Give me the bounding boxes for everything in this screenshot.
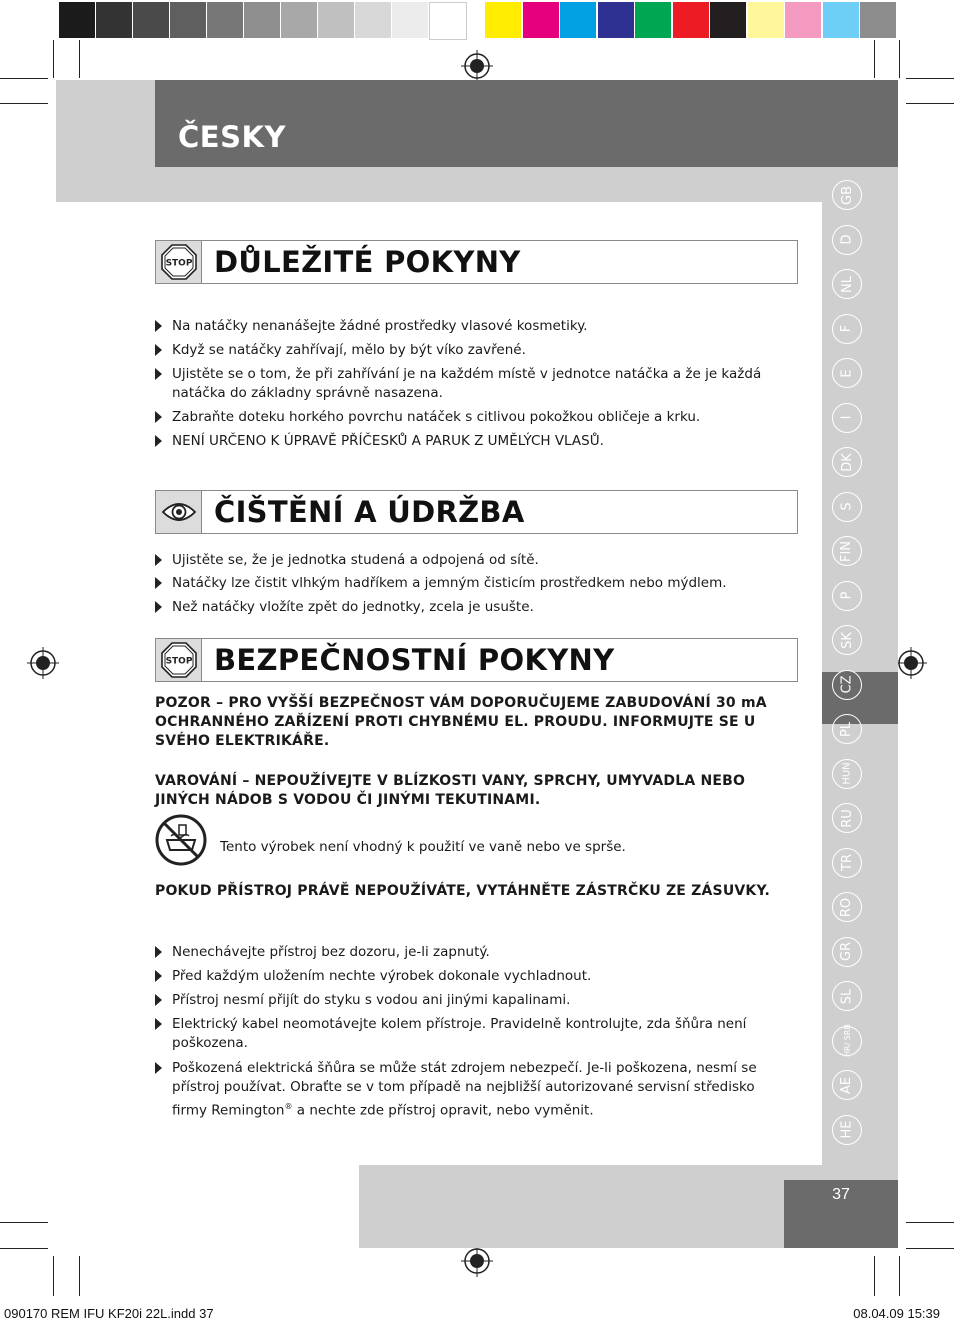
list-item [155,574,775,593]
color-swatch [785,2,821,38]
unplug-warning: POKUD PŘÍSTROJ PRÁVĚ NEPOUŽÍVÁTE, VYTÁHNĚTE ZÁSTRČKU ZE ZÁSUVKY. [155,883,771,899]
registration-mark-icon [461,50,493,82]
registration-mark-icon [895,647,927,679]
crop-mark [0,103,48,104]
color-swatch [860,2,896,38]
crop-mark [906,1248,954,1249]
list-item-text: Než natáčky vložíte zpět do jednotky, zcela je usušte. [172,599,534,615]
print-timestamp: 08.04.09 15:39 [853,1306,940,1321]
list-item [155,365,775,403]
bath-note: Tento výrobek není vhodný k použití ve vaně nebo ve sprše. [220,839,626,855]
registered-mark: ® [284,1102,293,1111]
crop-mark [0,1248,48,1249]
page-number: 37 [832,1186,850,1203]
language-tab-ru[interactable] [832,803,862,833]
list-item [155,991,775,1010]
language-tab-label: F [839,324,855,333]
list-item [155,943,775,962]
crop-mark [874,1256,875,1296]
color-swatch [318,2,354,38]
list-item [155,408,775,427]
language-tab-label: HE [839,1120,855,1139]
list-item-text: Před každým uložením nechte výrobek dokonale vychladnout. [172,968,592,984]
language-tab-hun[interactable] [832,759,862,789]
crop-mark [906,103,954,104]
language-tab-label: SK [839,631,855,649]
list-item-text: Natáčky lze čistit vlhkým hadříkem a jemným čisticím prostředkem nebo mýdlem. [172,575,727,591]
water-warning: VAROVÁNÍ – NEPOUŽÍVEJTE V BLÍZKOSTI VANY, SPRCHY, UMYVADLA NEBO JINÝCH NÁDOB S VODOU ČI JINÝMI TEKUTINAMI. [155,773,746,808]
list-item [155,317,775,336]
list-item [155,341,775,360]
language-tab-label: P [839,591,855,600]
language-tab-label: RU [839,808,855,828]
list-item-text: Elektrický kabel neomotávejte kolem přístroje. Pravidelně kontrolujte, zda šňůra není poškozena. [172,1016,747,1051]
language-tab-gb[interactable] [832,180,862,210]
list-item-text: Přístroj nesmí přijít do styku s vodou ani jinými kapalinami. [172,992,571,1008]
crop-mark [906,78,954,79]
language-tab-label: SL [839,988,855,1004]
language-tab-label: TR [839,854,855,871]
list-item-text: Když se natáčky zahřívají, mělo by být víko zavřené. [172,342,526,358]
list-item-text: a nechte zde přístroj opravit, nebo vyměnit. [292,1102,594,1119]
language-tab-label: RO [839,897,855,917]
language-tab-cz[interactable] [832,670,862,700]
color-swatch [523,2,559,38]
language-tab-label: D [839,234,855,245]
registration-mark-icon [27,647,59,679]
color-swatch [485,2,521,38]
crop-mark [79,1256,80,1296]
color-swatch [635,2,671,38]
color-swatch [96,2,132,38]
crop-mark [0,78,48,79]
language-tab-label: E [839,368,855,378]
page-title: ČESKY [178,120,286,154]
language-tab-nl[interactable] [832,269,862,299]
color-swatch [560,2,596,38]
list-item [155,432,775,451]
color-swatch [748,2,784,38]
rcd-warning: POZOR – PRO VYŠŠÍ BEZPEČNOST VÁM DOPORUČUJEME ZABUDOVÁNÍ 30 mA OCHRANNÉHO ZAŘÍZENÍ PROTI CHYBNÉMU EL. PROUDU. INFORMUJTE SE U SVÉHO ELEKTRIKÁŘE. [155,695,767,749]
language-strip [822,170,898,1165]
crop-mark [79,40,80,78]
language-tab-hrsrb[interactable] [832,1026,862,1056]
language-tab-ae[interactable] [832,1070,862,1100]
color-swatch [133,2,169,38]
language-tab-label: GB [839,185,855,205]
crop-mark [0,1222,48,1223]
language-tab-label: HUN [841,762,853,785]
list-item [155,1015,775,1053]
color-swatch [429,2,467,40]
language-tab-label: GR [839,941,855,962]
crop-mark [53,1256,54,1296]
registration-mark-icon [461,1245,493,1277]
crop-mark [874,40,875,78]
language-tab-p[interactable] [832,581,862,611]
crop-mark [906,1222,954,1223]
language-tab-i[interactable] [832,403,862,433]
stop-icon [156,241,202,283]
crop-mark [899,1256,900,1296]
list-item-text: Na natáčky nenanášejte žádné prostředky vlasové kosmetiky. [172,318,588,334]
list-item-text: Zabraňte doteku horkého povrchu natáček s citlivou pokožkou obličeje a krku. [172,409,701,425]
language-tab-label: I [839,415,855,420]
language-tab-label: HR/ SRB [842,1024,852,1057]
section-header-cleaning [155,490,798,534]
color-swatch [207,2,243,38]
language-tab-label: PL [839,721,855,737]
language-tab-d[interactable] [832,225,862,255]
language-tab-label: DK [839,452,855,472]
language-tab-f[interactable] [832,314,862,344]
color-swatch [392,2,428,38]
language-tab-label: CZ [839,675,855,694]
language-tab-label: AE [839,1076,855,1094]
crop-mark [53,40,54,78]
language-tab-sl[interactable] [832,981,862,1011]
color-swatch [59,2,95,38]
language-tab-fin[interactable] [832,536,862,566]
list-item [155,598,775,617]
list-item [155,967,775,986]
list-item-text: NENÍ URČENO K ÚPRAVĚ PŘÍČESKŮ A PARUK Z UMĚLÝCH VLASŮ. [172,433,604,449]
svg-text:STOP: STOP [165,656,192,667]
language-tab-label: S [839,502,855,511]
list-item-text: Nenechávejte přístroj bez dozoru, je-li zapnutý. [172,944,490,960]
list-item [155,551,775,570]
color-swatch [170,2,206,38]
stop-icon [156,639,202,681]
list-item-text: Ujistěte se, že je jednotka studená a odpojená od sítě. [172,552,539,568]
language-tab-he[interactable] [832,1115,862,1145]
language-tab-ro[interactable] [832,892,862,922]
section-title: ČIŠTĚNÍ A ÚDRŽBA [214,495,525,529]
no-bath-icon [155,814,207,866]
color-swatch [710,2,746,38]
color-swatch [355,2,391,38]
list-item [155,1059,775,1121]
color-swatch [281,2,317,38]
file-info: 090170 REM IFU KF20i 22L.indd 37 [4,1306,214,1321]
section-header-safety [155,638,798,682]
section-title: DŮLEŽITÉ POKYNY [214,245,521,279]
page-number-box [784,1180,898,1248]
eye-icon [156,491,202,533]
color-swatch [673,2,709,38]
section-header-important [155,240,798,284]
color-swatch [244,2,280,38]
list-item-text: Poškozená elektrická šňůra se může stát zdrojem nebezpečí. Je-li poškozena, nesmí se přístroj používat. Obraťte se v tom případě na nejbližší autorizované servisní středisko firmy Remington [172,1060,757,1119]
language-tab-e[interactable] [832,358,862,388]
language-tab-label: FIN [839,540,855,562]
language-tab-s[interactable] [832,492,862,522]
language-tab-gr[interactable] [832,937,862,967]
language-tab-tr[interactable] [832,848,862,878]
section-title: BEZPEČNOSTNÍ POKYNY [214,643,615,677]
crop-mark [899,40,900,78]
language-tab-sk[interactable] [832,625,862,655]
color-swatch [823,2,859,38]
language-tab-pl[interactable] [832,714,862,744]
list-item-text: Ujistěte se o tom, že při zahřívání je na každém místě v jednotce natáčka a že je každá natáčka do základny správně nasazena. [172,366,762,401]
color-swatch [598,2,634,38]
svg-text:STOP: STOP [165,258,192,269]
language-tab-dk[interactable] [832,447,862,477]
language-tab-label: NL [839,275,855,293]
